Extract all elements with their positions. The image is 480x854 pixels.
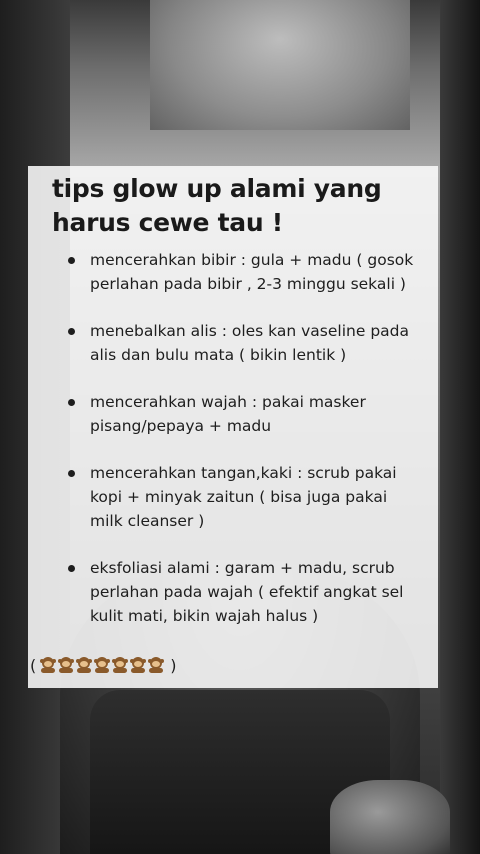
closing-emoji-line [30,652,177,678]
tip-item [52,248,416,296]
tips-card [28,166,438,688]
bullet-icon [68,257,75,264]
tip-item [52,556,416,628]
bullet-icon [68,399,75,406]
closing-paren-open: ( [30,655,37,675]
see-no-evil-monkey-icon [58,656,74,674]
tip-text: mencerahkan tangan,kaki : scrub pakai kopi + minyak zaitun ( bisa juga pakai milk cleanser ) [90,464,397,530]
see-no-evil-monkey-icon [76,656,92,674]
monkey-emoji-row [40,656,164,674]
tip-text: mencerahkan bibir : gula + madu ( gosok perlahan pada bibir , 2-3 minggu sekali ) [90,251,414,293]
tip-text: mencerahkan wajah : pakai masker pisang/pepaya + madu [90,393,366,435]
bullet-icon [68,470,75,477]
post-title: tips glow up alami yang harus cewe tau ! [52,174,382,237]
background-shadow-right [440,0,480,854]
tip-item [52,319,416,367]
background-hand [330,780,450,854]
background-light-area [150,0,410,130]
see-no-evil-monkey-icon [112,656,128,674]
tips-list [52,248,416,628]
see-no-evil-monkey-icon [130,656,146,674]
tip-item [52,461,416,533]
bullet-icon [68,565,75,572]
tip-item [52,390,416,438]
closing-paren-close: ) [170,655,177,675]
see-no-evil-monkey-icon [148,656,164,674]
bullet-icon [68,328,75,335]
see-no-evil-monkey-icon [94,656,110,674]
tip-text: eksfoliasi alami : garam + madu, scrub perlahan pada wajah ( efektif angkat sel kulit mati, bikin wajah halus ) [90,559,404,625]
see-no-evil-monkey-icon [40,656,56,674]
tip-text: menebalkan alis : oles kan vaseline pada alis dan bulu mata ( bikin lentik ) [90,322,409,364]
